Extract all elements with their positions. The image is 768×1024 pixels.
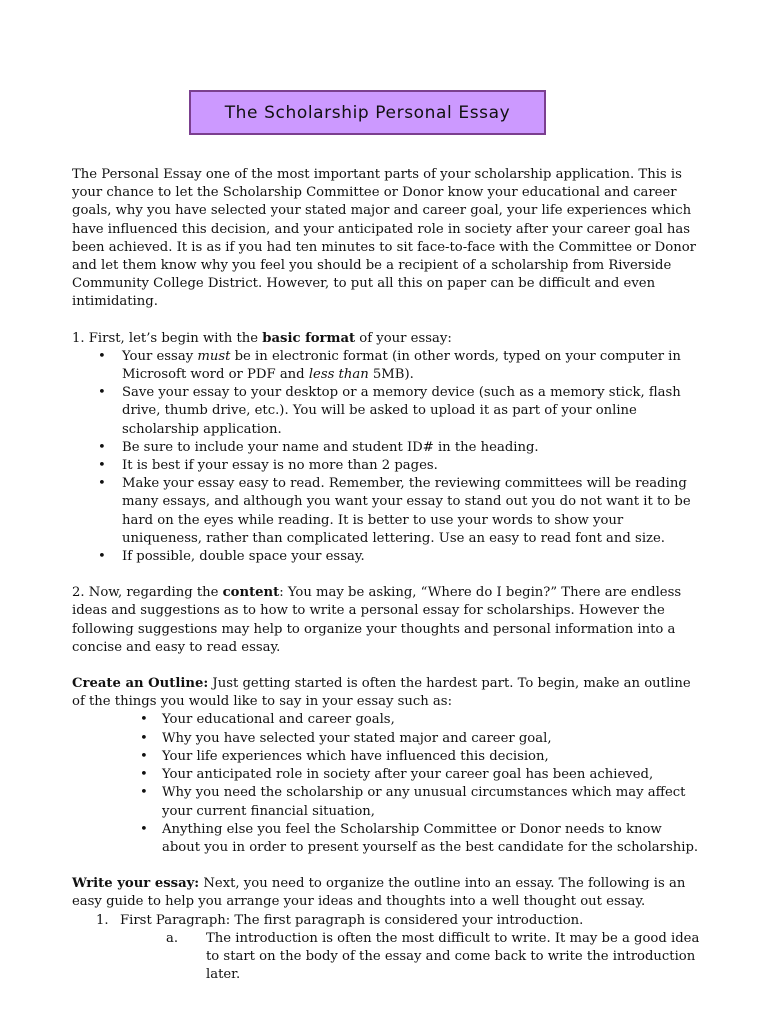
list-item: • Your anticipated role in society after your career goal has been achieved, (72, 766, 702, 784)
section-1-bold: basic format (262, 330, 356, 346)
spacer (72, 566, 702, 584)
section-2-paragraph (72, 584, 702, 657)
write-paragraph (72, 875, 702, 911)
spacer (72, 312, 702, 330)
spacer (72, 657, 702, 675)
write-text: Next, you need to organize the outline into an essay. The following is an easy guide to help you arrange your ideas and thoughts into a well thought out essay. (72, 876, 686, 910)
list-item: • Make your essay easy to read. Remember, the reviewing committees will be reading many essays, and although you want your essay to stand out you do not want it to be hard on the eyes while reading. It is better to use your words to show your uniqueness, rather than complicated lettering. Use an easy to read font and size. (72, 475, 702, 548)
section-1-prefix: 1. First, let’s begin with the (72, 330, 263, 346)
write-heading: Write your essay: (72, 876, 200, 892)
list-item: • Be sure to include your name and student ID# in the heading. (72, 439, 702, 457)
section-1-suffix: of your essay: (355, 330, 452, 346)
list-item-text: First Paragraph: The first paragraph is considered your introduction. (120, 912, 584, 928)
section-2-bold: content (222, 585, 280, 601)
list-item: • Your life experiences which have influenced this decision, (72, 748, 702, 766)
list-letter: a. (166, 930, 179, 946)
list-item: • Why you have selected your stated major and career goal, (72, 730, 702, 748)
outline-text: Just getting started is often the hardest part. To begin, make an outline of the things you would like to say in your essay such as: (72, 676, 691, 710)
list-number: 1. (96, 912, 109, 928)
list-item (72, 348, 702, 384)
section-2-suffix: : You may be asking, “Where do I begin?” There are endless ideas and suggestions as to how to write a personal essay for scholarships. However the following suggestions may help to organize your thoughts and personal information into a concise and easy to read essay. (72, 585, 682, 655)
bullet-emphasis: must (197, 348, 231, 364)
bullet-text: be in electronic format (in other words, typed on your computer in Microsoft word or PDF and (122, 348, 681, 383)
document-title-text: The Scholarship Personal Essay (224, 102, 511, 123)
section-1-heading (72, 330, 702, 348)
outline-bullet-list (72, 711, 702, 857)
spacer (72, 857, 702, 875)
section-2-prefix: 2. Now, regarding the (72, 585, 223, 601)
outline-paragraph (72, 675, 702, 711)
format-bullet-list (72, 348, 702, 566)
write-sub-list (164, 930, 702, 985)
list-item: • Your educational and career goals, (72, 711, 702, 729)
document-title (189, 90, 546, 135)
bullet-text: Your essay (122, 348, 198, 364)
bullet-text: 5MB). (368, 367, 414, 383)
document-body (72, 166, 702, 984)
list-item (72, 912, 702, 985)
bullet-emphasis: less than (308, 367, 369, 383)
list-item: • Save your essay to your desktop or a memory device (such as a memory stick, flash drive, thumb drive, etc.). You will be asked to upload it as part of your online scholarship application. (72, 384, 702, 439)
list-item: • Anything else you feel the Scholarship Committee or Donor needs to know about you in order to present yourself as the best candidate for the scholarship. (72, 821, 702, 857)
list-item: • Why you need the scholarship or any unusual circumstances which may affect your current financial situation, (72, 784, 702, 820)
intro-paragraph: The Personal Essay one of the most important parts of your scholarship application. This is your chance to let the Scholarship Committee or Donor know your educational and career goals, why you have selected your stated major and career goal, your life experiences which have influenced this decision, and your anticipated role in society after your career goal has been achieved. It is as if you had ten minutes to sit face-to-face with the Committee or Donor and let them know why you feel you should be a recipient of a scholarship from Riverside Community College District. However, to put all this on paper can be difficult and even intimidating. (72, 167, 696, 310)
list-item (164, 930, 702, 985)
write-numbered-list (72, 912, 702, 985)
outline-heading: Create an Outline: (72, 676, 209, 692)
list-item: • It is best if your essay is no more than 2 pages. (72, 457, 702, 475)
list-item: • If possible, double space your essay. (72, 548, 702, 566)
list-item-text: The introduction is often the most difficult to write. It may be a good idea to start on the body of the essay and come back to write the introduction later. (206, 930, 700, 983)
